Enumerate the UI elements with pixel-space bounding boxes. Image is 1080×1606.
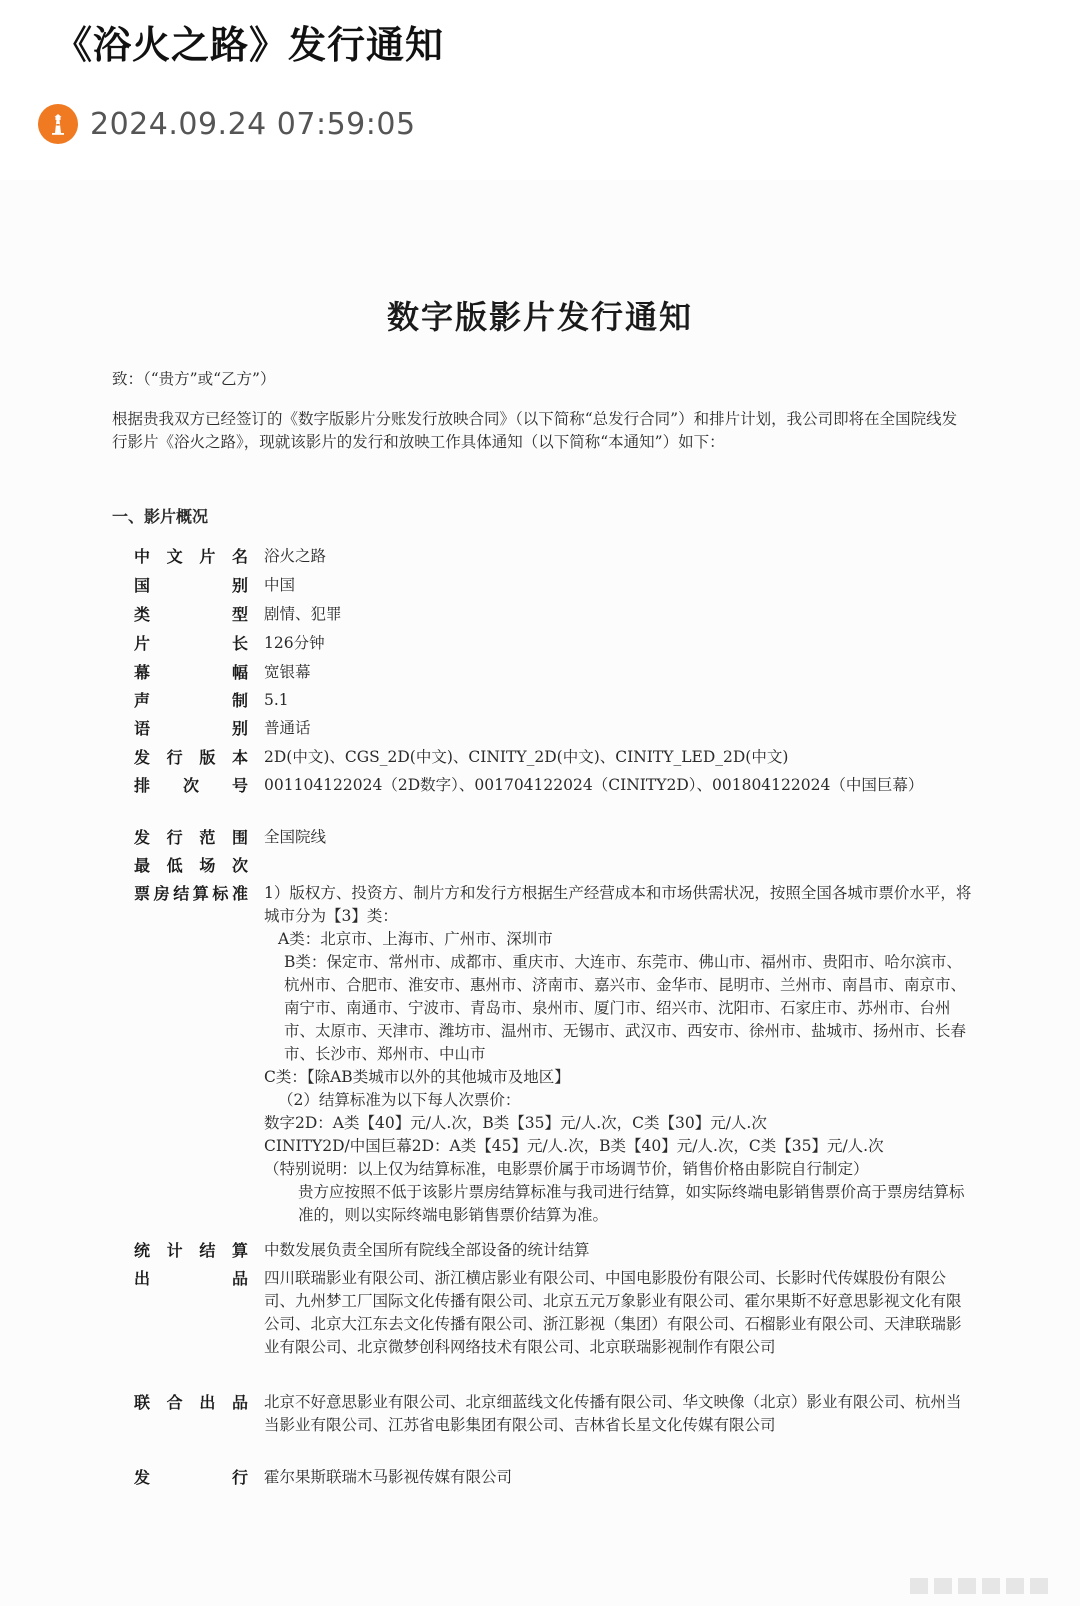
notice-document-image [0,180,1080,1606]
field-label: 中文片名 [134,547,248,566]
addressee-line: 致：（“贵方”或“乙方”） [112,370,276,388]
field-value: 001104122024（2D数字）、001704122024（CINITY2D）、001804122024（中国巨幕） [264,776,924,794]
info-row [134,774,976,797]
avatar[interactable] [38,104,78,144]
special-note: （特别说明：以上仅为结算标准，电影票价属于市场调节价，销售价格由影院自行制定） [264,1160,869,1178]
field-label: 票房结算标准 [134,884,248,903]
box-office-paragraph: 1）版权方、投资方、制片方和发行方根据生产经营成本和市场供需状况，按照全国各城市票价水平，将城市分为【3】类： [264,884,972,925]
info-row [134,689,976,712]
section-heading: 一、影片概况 [112,507,209,526]
field-value: 126分钟 [264,634,325,652]
field-label: 声制 [134,691,248,710]
info-row [134,1391,976,1437]
field-value [264,854,976,877]
city-class-c: C类：【除AB类城市以外的其他城市及地区】 [264,1068,570,1086]
info-row [134,661,976,684]
info-row [134,854,976,877]
field-label: 发行范围 [134,828,248,847]
field-label: 类型 [134,605,248,624]
field-value: 中国 [264,576,296,594]
field-value: 浴火之路 [264,547,327,565]
city-class-a: A类：北京市、上海市、广州市、深圳市 [278,930,553,948]
lighthouse-icon [45,111,71,137]
field-value: 2D(中文)、CGS_2D(中文)、CINITY_2D(中文)、CINITY_LED_2D(中文) [264,748,789,766]
field-value: 剧情、犯罪 [264,605,342,623]
field-value: 普通话 [264,719,311,737]
field-value: 5.1 [264,691,289,709]
post-meta [38,104,416,144]
price-line: 数字2D：A类【40】元/人.次，B类【35】元/人.次，C类【30】元/人.次 [264,1114,767,1132]
field-value: 全国院线 [264,828,327,846]
field-label: 发行 [134,1468,248,1487]
field-label: 幕幅 [134,663,248,682]
info-row [134,717,976,740]
intro-paragraph: 根据贵我双方已经签订的《数字版影片分账发行放映合同》（以下简称“总发行合同”）和排片计划，我公司即将在全国院线发行影片《浴火之路》，现就该影片的发行和放映工作具体通知（以下简称“本通知”）如下： [112,410,958,451]
field-value: 霍尔果斯联瑞木马影视传媒有限公司 [264,1468,513,1486]
info-row [134,826,976,849]
box-office-row [134,882,976,1227]
info-row [134,603,976,626]
field-label: 片长 [134,634,248,653]
field-label: 国别 [134,576,248,595]
field-value: 宽银幕 [264,663,311,681]
watermark [910,1578,1050,1594]
field-label: 统计结算 [134,1241,248,1260]
field-label: 联合出品 [134,1393,248,1412]
box-office-paragraph: 贵方应按照不低于该影片票房结算标准与我司进行结算，如实际终端电影销售票价高于票房结算标准的，则以实际终端电影销售票价结算为准。 [298,1183,965,1224]
field-value: 北京不好意思影业有限公司、北京细蓝线文化传播有限公司、华文映像（北京）影业有限公司、杭州当当影业有限公司、江苏省电影集团有限公司、吉林省长星文化传媒有限公司 [264,1393,962,1434]
field-value: 四川联瑞影业有限公司、浙江横店影业有限公司、中国电影股份有限公司、长影时代传媒股份有限公司、九州梦工厂国际文化传播有限公司、北京五元万象影业有限公司、霍尔果斯不好意思影视文化有限公司、北京大江东去文化传播有限公司、浙江影视（集团）有限公司、石榴影业有限公司、天津联瑞影业有限公司、北京微梦创科网络技术有限公司、北京联瑞影视制作有限公司 [264,1269,962,1356]
info-row [134,632,976,655]
info-row [134,746,976,769]
city-class-b: B类：保定市、常州市、成都市、重庆市、大连市、东莞市、佛山市、福州市、贵阳市、哈尔滨市、杭州市、合肥市、淮安市、惠州市、济南市、嘉兴市、金华市、昆明市、兰州市、南昌市、南京市、南宁市、南通市、宁波市、青岛市、泉州市、厦门市、绍兴市、沈阳市、石家庄市、苏州市、台州市、太原市、天津市、潍坊市、温州市、无锡市、武汉市、西安市、徐州市、盐城市、扬州市、长春市、长沙市、郑州市、中山市 [284,953,967,1063]
info-row [134,1466,976,1489]
post-timestamp: 2024.09.24 07:59:05 [90,106,416,142]
field-value: 中数发展负责全国所有院线全部设备的统计结算 [264,1241,590,1259]
field-label: 排次号 [134,776,248,795]
price-line: CINITY2D/中国巨幕2D：A类【45】元/人.次，B类【40】元/人.次，C类【35】元/人.次 [264,1137,884,1155]
field-label: 语别 [134,719,248,738]
info-row [134,1267,976,1359]
box-office-standard [264,882,976,1227]
post-title: 《浴火之路》发行通知 [54,23,445,67]
document-title: 数字版影片发行通知 [386,298,693,336]
field-label: 最低场次 [134,856,248,875]
field-label: 发行版本 [134,748,248,767]
info-row [134,545,976,568]
info-row [134,1239,976,1262]
info-row [134,574,976,597]
box-office-paragraph: （2）结算标准为以下每人次票价： [278,1091,521,1109]
field-label: 出品 [134,1269,248,1288]
